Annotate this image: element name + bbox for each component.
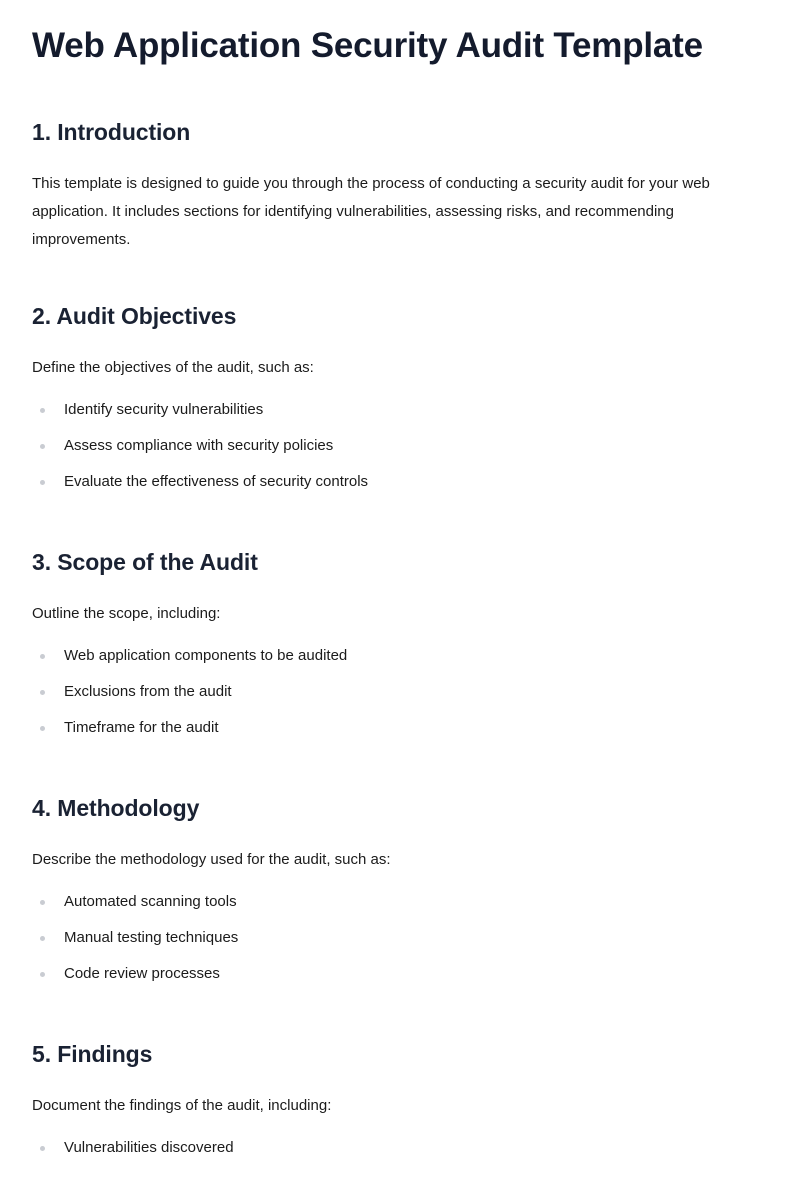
bullet-dot-icon: [40, 726, 45, 731]
list-item: [32, 674, 768, 710]
list-item-text: Exclusions from the audit: [64, 683, 232, 700]
list-item: [32, 464, 768, 500]
list-item: [32, 392, 768, 428]
bullet-dot-icon: [40, 480, 45, 485]
list-item-text: Evaluate the effectiveness of security controls: [64, 473, 369, 490]
list-item-text: Vulnerabilities discovered: [64, 1139, 234, 1156]
list-item-text: Identify security vulnerabilities: [64, 401, 264, 418]
section-findings: [32, 992, 768, 1166]
section-paragraph: Define the objectives of the audit, such as:: [32, 359, 314, 376]
section-introduction: [32, 68, 768, 254]
bullet-dot-icon: [40, 900, 45, 905]
section-heading: 1. Introduction: [32, 119, 191, 145]
list-item: [32, 1130, 768, 1166]
bullet-dot-icon: [40, 936, 45, 941]
list-item: [32, 884, 768, 920]
bullet-dot-icon: [40, 654, 45, 659]
section-paragraph: Document the findings of the audit, including:: [32, 1097, 332, 1114]
section-audit-objectives: [32, 254, 768, 500]
bullet-dot-icon: [40, 690, 45, 695]
bullet-dot-icon: [40, 408, 45, 413]
list-item-text: Timeframe for the audit: [64, 719, 219, 736]
bullet-list: [32, 1120, 768, 1166]
list-item: [32, 920, 768, 956]
list-item-text: Manual testing techniques: [64, 929, 239, 946]
bullet-list: [32, 628, 768, 746]
bullet-dot-icon: [40, 972, 45, 977]
section-heading: 2. Audit Objectives: [32, 303, 237, 329]
bullet-dot-icon: [40, 444, 45, 449]
section-methodology: [32, 746, 768, 992]
section-heading: 3. Scope of the Audit: [32, 549, 258, 575]
list-item-text: Web application components to be audited: [64, 647, 348, 664]
bullet-dot-icon: [40, 1146, 45, 1151]
list-item-text: Automated scanning tools: [64, 893, 237, 910]
list-item: [32, 956, 768, 992]
bullet-list: [32, 874, 768, 992]
list-item-text: Code review processes: [64, 965, 220, 982]
section-paragraph: This template is designed to guide you through the process of conducting a security audit for your web application. It includes sections for identifying vulnerabilities, assessing risks, and recommending improvements.: [32, 175, 710, 248]
section-paragraph: Outline the scope, including:: [32, 605, 221, 622]
list-item-text: Assess compliance with security policies: [64, 437, 334, 454]
list-item: [32, 710, 768, 746]
list-item: [32, 638, 768, 674]
bullet-list: [32, 382, 768, 500]
section-paragraph: Describe the methodology used for the audit, such as:: [32, 851, 391, 868]
section-heading: 4. Methodology: [32, 795, 200, 821]
section-heading: 5. Findings: [32, 1041, 153, 1067]
document-title: Web Application Security Audit Template: [32, 26, 703, 65]
list-item: [32, 428, 768, 464]
section-scope: [32, 500, 768, 746]
